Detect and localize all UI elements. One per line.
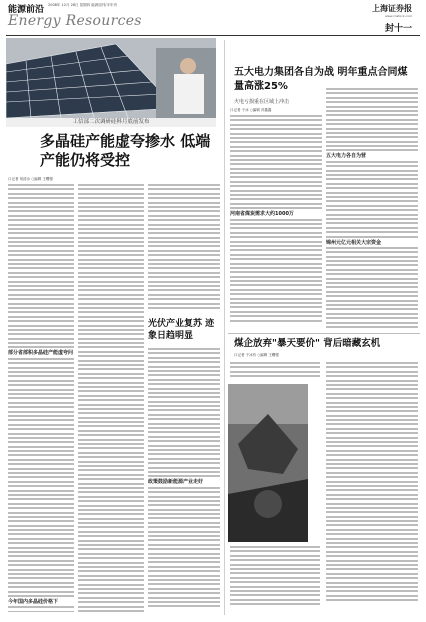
- photo-caption: 工信部二次调研硅料月底前发布: [6, 118, 216, 127]
- coal-column-3: [230, 546, 320, 612]
- newspaper-name: 上海证券报: [372, 3, 412, 13]
- power-subhead-3: 锦州元亿元相关大宗资金: [326, 239, 382, 246]
- coal-photo: [228, 384, 308, 542]
- main-subhead-2: 今年国内多晶硅价格下: [8, 598, 59, 605]
- section-banner: Energy Resources: [8, 13, 142, 29]
- mid-article-body: [148, 348, 220, 612]
- coal-column-1: [230, 362, 320, 382]
- power-byline: 口记者 于冰 ○编辑 冯鑫鑫: [230, 108, 272, 112]
- power-subheadline: 火电亏损重在区域上冲击: [234, 99, 290, 105]
- main-headline: 多晶硅产能虚夸掺水 低端产能仍将受控: [40, 132, 211, 169]
- solar-panel-photo: [6, 38, 216, 118]
- section-divider: [228, 333, 420, 334]
- page-number: 封十一: [384, 24, 412, 34]
- mid-subhead: 政策鼓励新能源产业走好: [148, 479, 204, 486]
- section-title: 能源前沿: [8, 5, 45, 15]
- header-divider: [6, 35, 420, 36]
- power-headline: 五大电力集团各自为战 明年重点合同煤量高涨25%: [234, 67, 408, 92]
- issue-meta: 2008年 12月 28日 星期四 能源周刊/半年刊: [48, 3, 117, 7]
- coal-headline: 煤企放弃"暴天要价" 背后暗藏玄机: [234, 338, 381, 349]
- main-byline: 口记者 易清水 ○编辑 王曙强: [8, 177, 53, 181]
- solar-panel-illustration: [6, 38, 216, 118]
- power-subhead-2: 五大电力各自为营: [326, 153, 367, 160]
- coal-byline: 口记者 于冰有 ○编辑 王曙强: [234, 353, 279, 357]
- main-subhead-1: 部分省部积多晶硅产能虚夸问: [8, 350, 74, 357]
- coal-column-2: [326, 362, 418, 612]
- power-column-2: [326, 88, 418, 330]
- column-divider: [224, 40, 225, 615]
- main-article-column-3: [148, 184, 220, 314]
- power-column-1: [230, 115, 322, 330]
- main-article-column-2: [78, 184, 144, 612]
- mid-headline: 光伏产业复苏 迹象日趋明显: [148, 319, 215, 341]
- page-header: [0, 0, 426, 36]
- coal-excavator-illustration: [228, 384, 308, 542]
- power-subhead-1: 河南省煤炭需求大约1000万: [230, 211, 294, 218]
- main-article-column-1: [8, 184, 74, 612]
- newspaper-meta: www.cnstock.com: [385, 14, 412, 18]
